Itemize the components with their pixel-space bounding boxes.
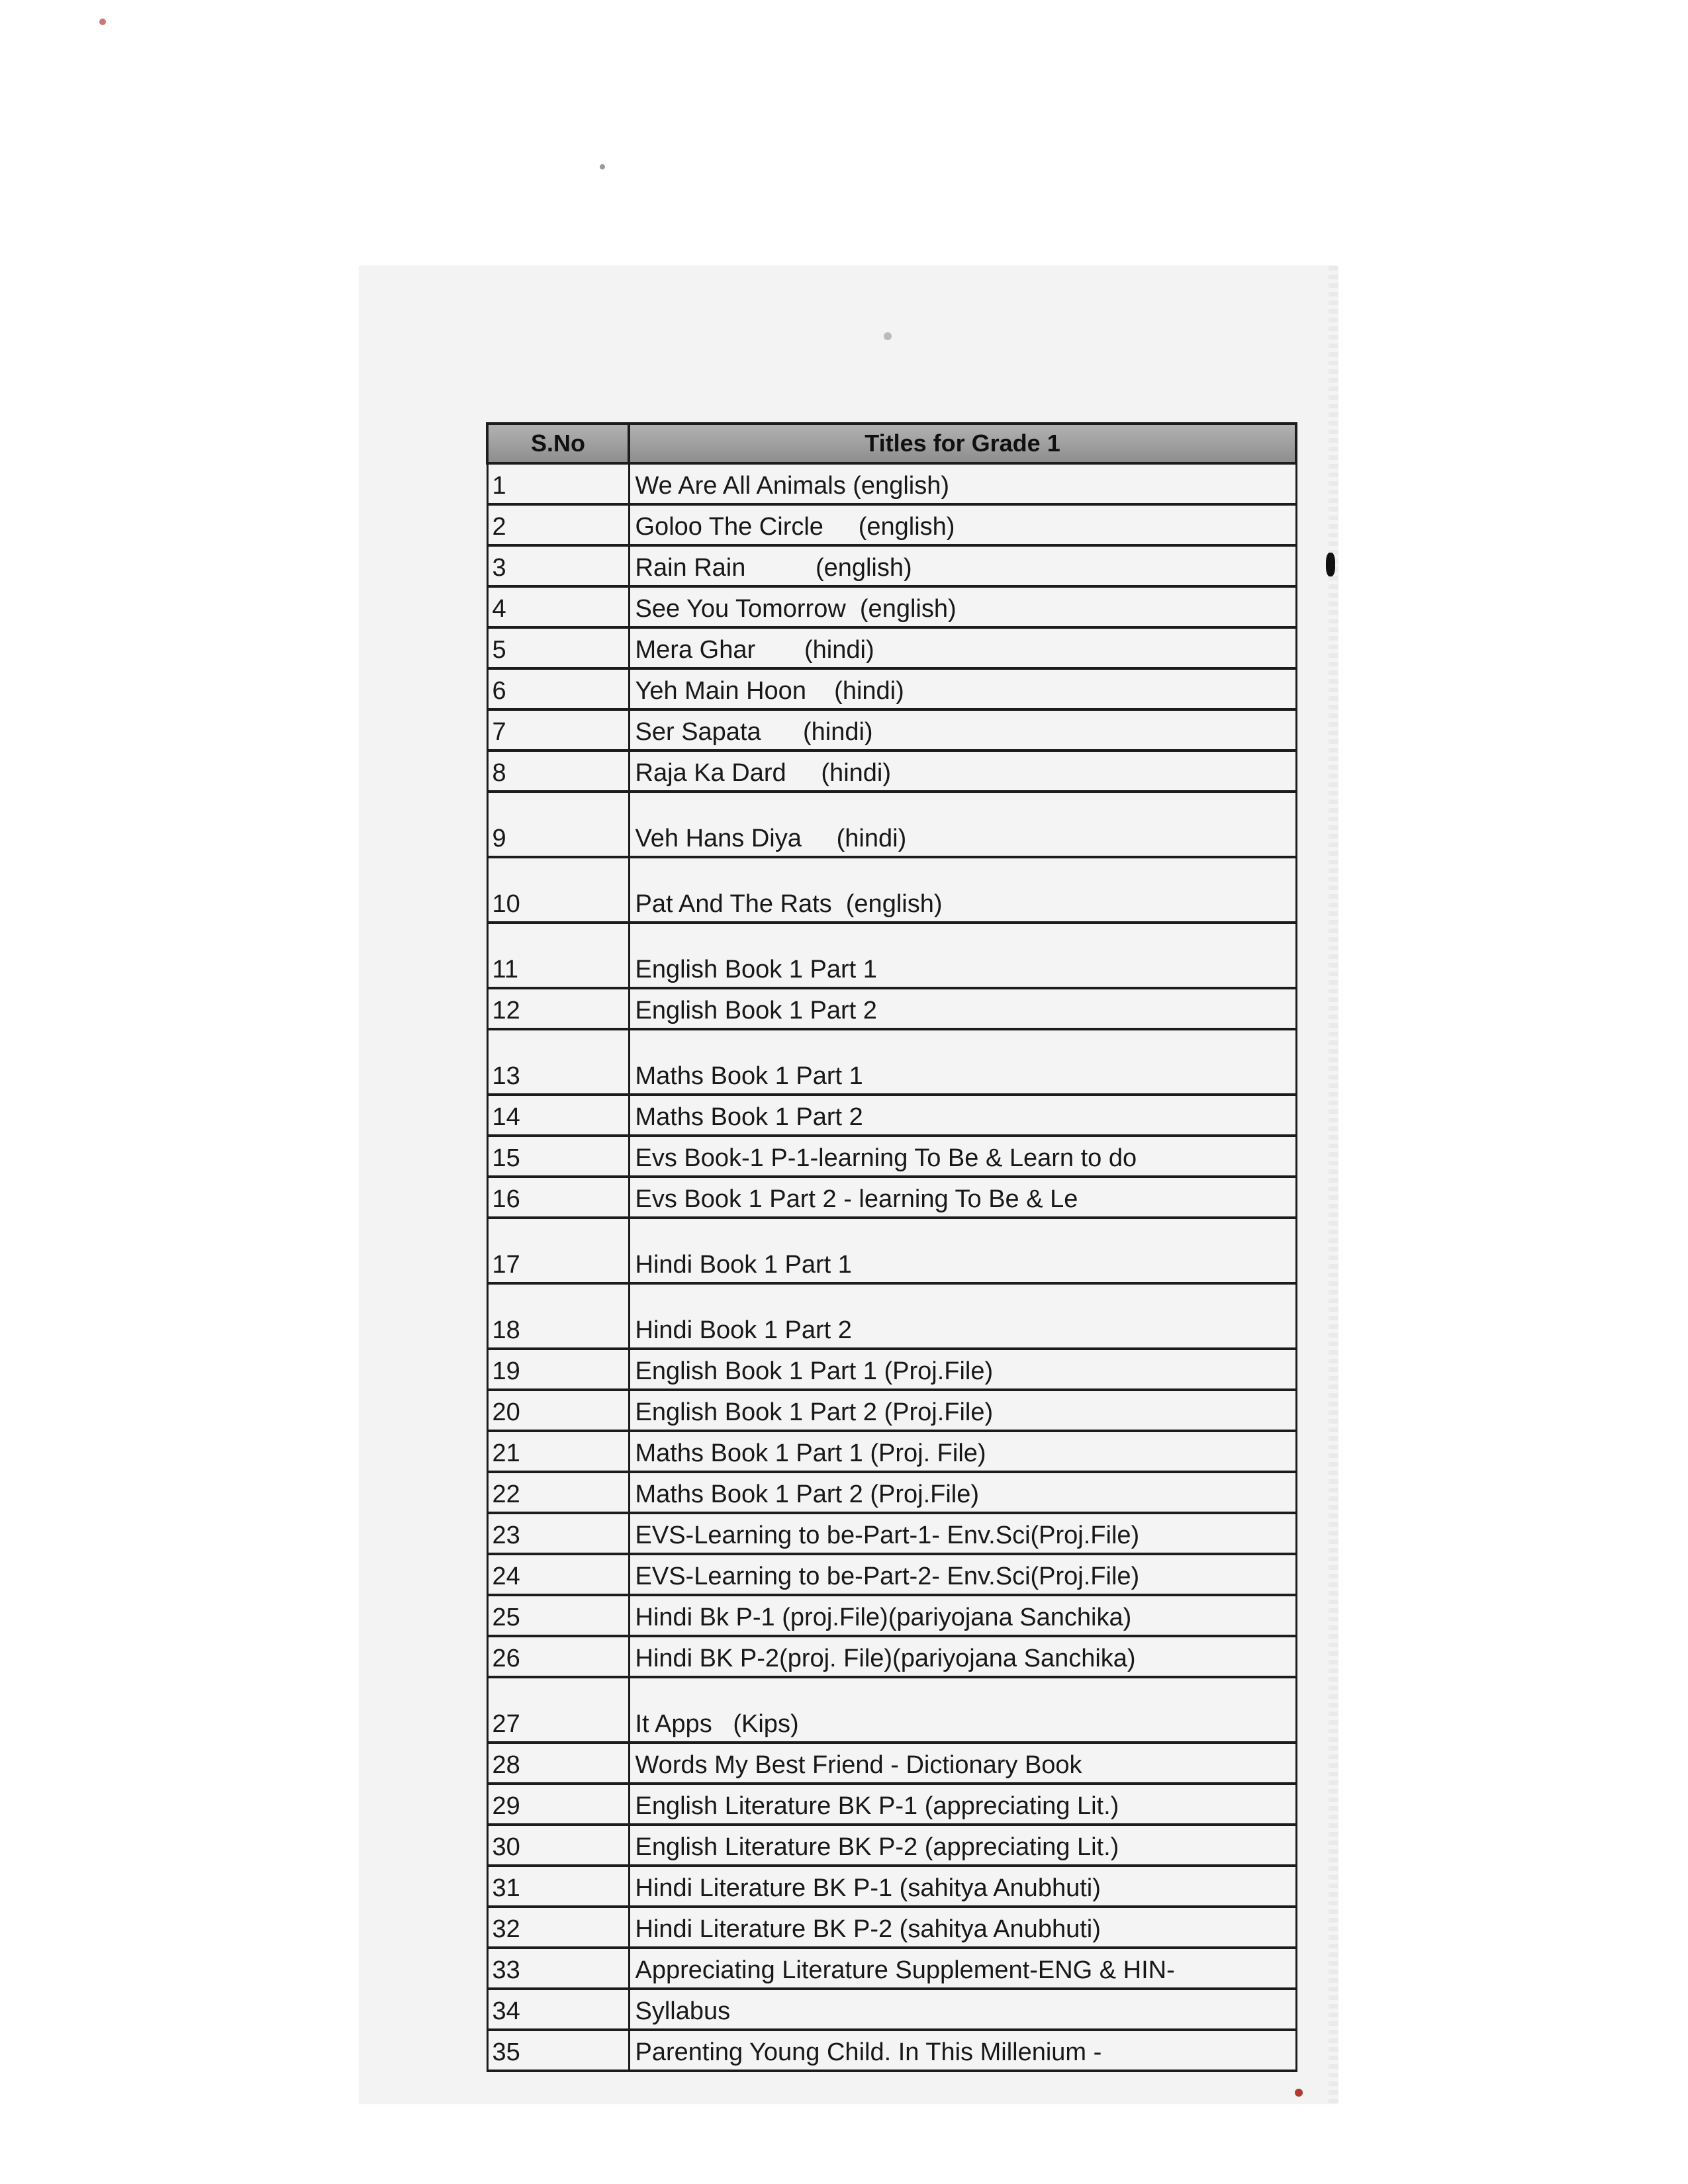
row-sno: 19 [487,1349,629,1390]
row-sno: 27 [487,1677,629,1743]
row-title: English Book 1 Part 2 [629,988,1296,1029]
table-row [487,988,1296,1029]
row-sno: 15 [487,1136,629,1177]
table-row [487,1349,1296,1390]
row-title: Hindi Book 1 Part 2 [629,1283,1296,1349]
row-sno: 10 [487,857,629,923]
row-title: Hindi Literature BK P-2 (sahitya Anubhuti) [629,1907,1296,1948]
table-row [487,1636,1296,1677]
scan-speck [600,164,605,169]
table-row [487,1390,1296,1431]
row-title: Veh Hans Diya (hindi) [629,792,1296,857]
torn-paper-edge [1329,266,1338,2103]
row-sno: 26 [487,1636,629,1677]
row-title: Parenting Young Child. In This Millenium - [629,2030,1296,2071]
row-title: Hindi Bk P-1 (proj.File)(pariyojana Sanchika) [629,1595,1296,1636]
row-sno: 4 [487,586,629,627]
table-row [487,1029,1296,1095]
table-row [487,751,1296,792]
row-sno: 24 [487,1554,629,1595]
row-sno: 11 [487,923,629,988]
table-row [487,1177,1296,1218]
table-row [487,1554,1296,1595]
table-row [487,709,1296,751]
row-title: Pat And The Rats (english) [629,857,1296,923]
row-title: English Book 1 Part 2 (Proj.File) [629,1390,1296,1431]
row-title: Hindi Literature BK P-1 (sahitya Anubhuti) [629,1866,1296,1907]
table-row [487,668,1296,709]
row-title: See You Tomorrow (english) [629,586,1296,627]
table-row [487,1743,1296,1784]
row-sno: 34 [487,1989,629,2030]
row-sno: 7 [487,709,629,751]
row-title: Raja Ka Dard (hindi) [629,751,1296,792]
row-title: English Literature BK P-2 (appreciating Lit.) [629,1825,1296,1866]
row-sno: 16 [487,1177,629,1218]
table-row [487,1095,1296,1136]
row-title: English Book 1 Part 1 [629,923,1296,988]
row-sno: 29 [487,1784,629,1825]
titles-column-header: Titles for Grade 1 [629,424,1296,463]
row-sno: 25 [487,1595,629,1636]
row-title: EVS-Learning to be-Part-2- Env.Sci(Proj.File) [629,1554,1296,1595]
row-title: Maths Book 1 Part 1 [629,1029,1296,1095]
sno-column-header: S.No [487,424,629,463]
scan-speck [1326,553,1335,576]
row-title: Goloo The Circle (english) [629,504,1296,545]
row-title: We Are All Animals (english) [629,463,1296,504]
row-title: Words My Best Friend - Dictionary Book [629,1743,1296,1784]
row-title: Maths Book 1 Part 2 (Proj.File) [629,1472,1296,1513]
table-row [487,1283,1296,1349]
table-row [487,627,1296,668]
row-title: Ser Sapata (hindi) [629,709,1296,751]
row-title: Hindi BK P-2(proj. File)(pariyojana Sanchika) [629,1636,1296,1677]
row-sno: 33 [487,1948,629,1989]
row-title: It Apps (Kips) [629,1677,1296,1743]
table-row [487,1907,1296,1948]
row-title: English Literature BK P-1 (appreciating Lit.) [629,1784,1296,1825]
row-sno: 6 [487,668,629,709]
row-sno: 14 [487,1095,629,1136]
row-title: Hindi Book 1 Part 1 [629,1218,1296,1283]
row-sno: 18 [487,1283,629,1349]
row-sno: 32 [487,1907,629,1948]
row-sno: 30 [487,1825,629,1866]
row-sno: 1 [487,463,629,504]
row-title: Rain Rain (english) [629,545,1296,586]
row-sno: 31 [487,1866,629,1907]
row-sno: 9 [487,792,629,857]
row-title: Evs Book 1 Part 2 - learning To Be & Le [629,1177,1296,1218]
row-title: Evs Book-1 P-1-learning To Be & Learn to do [629,1136,1296,1177]
table-row [487,1136,1296,1177]
row-sno: 13 [487,1029,629,1095]
table-row [487,1948,1296,1989]
scan-speck [1295,2089,1303,2097]
table-row [487,1866,1296,1907]
row-sno: 22 [487,1472,629,1513]
row-sno: 2 [487,504,629,545]
table-row [487,792,1296,857]
row-title: Mera Ghar (hindi) [629,627,1296,668]
table-row [487,1784,1296,1825]
row-title: Maths Book 1 Part 1 (Proj. File) [629,1431,1296,1472]
row-title: Maths Book 1 Part 2 [629,1095,1296,1136]
row-title: Appreciating Literature Supplement-ENG & HIN- [629,1948,1296,1989]
row-sno: 28 [487,1743,629,1784]
grade-1-titles-table [486,422,1297,2072]
row-sno: 3 [487,545,629,586]
row-sno: 23 [487,1513,629,1554]
table-row [487,545,1296,586]
row-sno: 21 [487,1431,629,1472]
table-row [487,586,1296,627]
table-row [487,1513,1296,1554]
table-row [487,923,1296,988]
row-title: EVS-Learning to be-Part-1- Env.Sci(Proj.File) [629,1513,1296,1554]
table-row [487,1218,1296,1283]
scan-speck [99,19,106,25]
row-sno: 12 [487,988,629,1029]
row-title: English Book 1 Part 1 (Proj.File) [629,1349,1296,1390]
row-sno: 20 [487,1390,629,1431]
row-title: Syllabus [629,1989,1296,2030]
table-row [487,857,1296,923]
row-sno: 35 [487,2030,629,2071]
row-title: Yeh Main Hoon (hindi) [629,668,1296,709]
row-sno: 5 [487,627,629,668]
table-row [487,1989,1296,2030]
table-row [487,463,1296,504]
scan-speck [884,332,892,340]
table-row [487,504,1296,545]
table-row [487,1595,1296,1636]
row-sno: 8 [487,751,629,792]
table-row [487,1677,1296,1743]
table-row [487,2030,1296,2071]
table-row [487,1825,1296,1866]
row-sno: 17 [487,1218,629,1283]
table-header-row [487,424,1296,463]
table-row [487,1431,1296,1472]
table-row [487,1472,1296,1513]
